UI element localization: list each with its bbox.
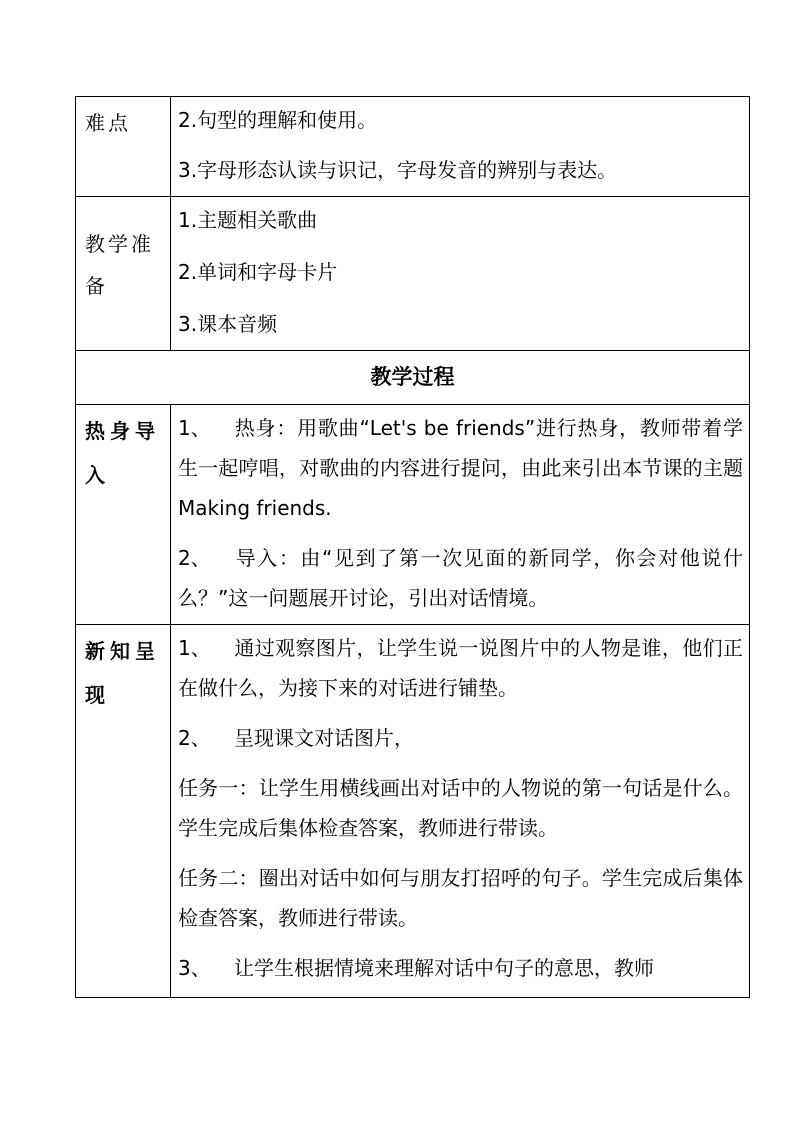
heading-cell (76, 351, 750, 405)
row-label-cell (76, 625, 171, 998)
difficulty-line-1: 2.句型的理解和使用。 (178, 108, 378, 132)
section-heading: 教学过程 (370, 365, 455, 389)
row-content-cell (171, 197, 750, 351)
presentation-task-2: 任务二：圈出对话中如何与朋友打招呼的句子。学生完成后集体检查答案，教师进行带读。 (178, 866, 743, 930)
row-label-difficulty: 难点 (85, 111, 131, 135)
lesson-plan-table (75, 96, 750, 998)
row-label-presentation: 新知呈现 (85, 639, 160, 707)
presentation-item-3: 3、 让学生根据情境来理解对话中句子的意思，教师 (178, 956, 654, 980)
row-label-cell (76, 97, 171, 197)
presentation-item-1: 1、 通过观察图片，让学生说一说图片中的人物是谁，他们正在做什么，为接下来的对话进行铺垫。 (178, 636, 743, 700)
table-row-warmup (76, 405, 750, 625)
presentation-item-2: 2、 呈现课文对话图片， (178, 726, 414, 750)
row-label-warmup: 热身导入 (85, 419, 160, 487)
row-content-cell (171, 97, 750, 197)
table-row-difficulty (76, 97, 750, 197)
table-row-presentation (76, 625, 750, 998)
preparation-line-2: 2.单词和字母卡片 (178, 260, 338, 284)
row-content-cell (171, 405, 750, 625)
row-label-cell (76, 197, 171, 351)
row-label-cell (76, 405, 171, 625)
row-label-preparation: 教学准备 (85, 232, 154, 298)
table-row-preparation (76, 197, 750, 351)
warmup-item-2: 2、 导入：由“见到了第一次见面的新同学，你会对他说什么？”这一问题展开讨论，引出对话情境。 (178, 546, 743, 610)
preparation-line-3: 3.课本音频 (178, 312, 278, 336)
warmup-item-1: 1、 热身：用歌曲“Let's be friends”进行热身，教师带着学生一起哼唱，对歌曲的内容进行提问，由此来引出本节课的主题 Making friends. (178, 416, 743, 520)
row-content-cell (171, 625, 750, 998)
difficulty-line-2: 3.字母形态认读与识记，字母发音的辨别与表达。 (178, 158, 618, 182)
presentation-task-1: 任务一：让学生用横线画出对话中的人物说的第一句话是什么。学生完成后集体检查答案，教师进行带读。 (178, 776, 743, 840)
table-row-process-heading (76, 351, 750, 405)
preparation-line-1: 1.主题相关歌曲 (178, 208, 318, 232)
